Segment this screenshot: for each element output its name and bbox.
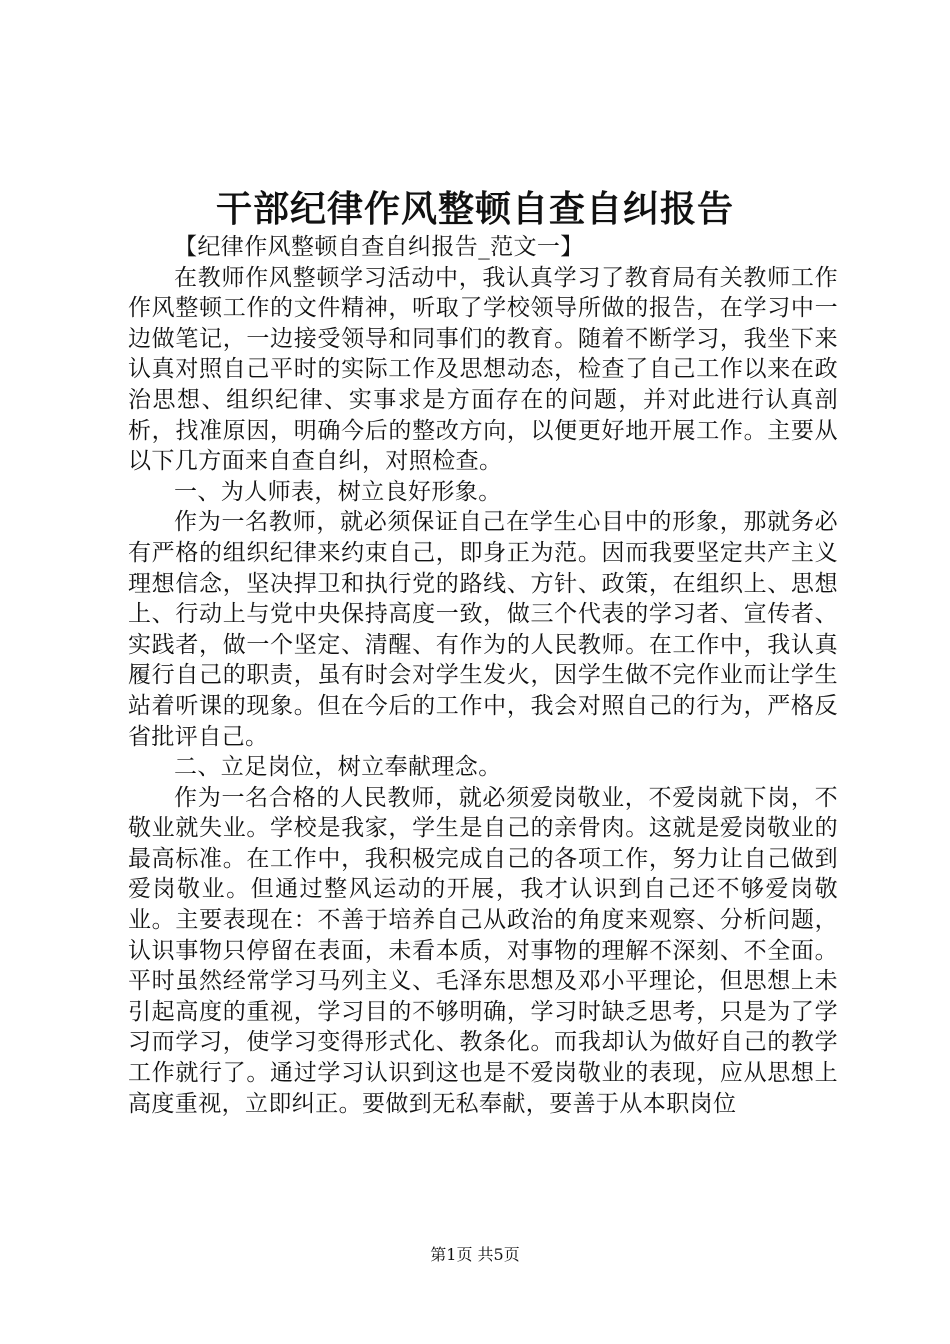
document-title: 干部纪律作风整顿自查自纠报告 — [215, 188, 734, 230]
page-footer: 第1页 共5页 — [430, 1245, 520, 1264]
paragraph-section-1: 作为一名教师，就必须保证自己在学生心目中的形象，那就务必有严格的组织纪律来约束自己，即身正为范。因而我要坚定共产主义理想信念，坚决捍卫和执行党的路线、方针、政策，在组织上、思想上、行动上与党中央保持高度一致，做三个代表的学习者、宣传者、实践者，做一个坚定、清醒、有作为的人民教师。在工作中，我认真履行自己的职责，虽有时会对学生发火，因学生做不完作业而让学生站着听课的现象。但在今后的工作中，我会对照自己的行为，严格反省批评自己。 — [128, 509, 838, 750]
section-heading-2: 二、立足岗位，树立奉献理念。 — [174, 754, 502, 781]
paragraph-subtitle: 【纪律作风整顿自查自纠报告_范文一】 — [174, 234, 584, 260]
paragraph-intro: 在教师作风整顿学习活动中，我认真学习了教育局有关教师工作作风整顿工作的文件精神，听取了学校领导所做的报告，在学习中一边做笔记，一边接受领导和同事们的教育。随着不断学习，我坐下来认真对照自己平时的实际工作及思想动态，检查了自己工作以来在政治思想、组织纪律、实事求是方面存在的问题，并对此进行认真剖析，找准原因，明确今后的整改方向，以便更好地开展工作。主要从以下几方面来自查自纠，对照检查。 — [128, 264, 838, 475]
section-heading-1: 一、为人师表，树立良好形象。 — [174, 478, 502, 505]
paragraph-section-2: 作为一名合格的人民教师，就必须爱岗敬业，不爱岗就下岗，不敬业就失业。学校是我家，学生是自己的亲骨肉。这就是爱岗敬业的最高标准。在工作中，我积极完成自己的各项工作，努力让自己做到爱岗敬业。但通过整风运动的开展，我才认识到自己还不够爱岗敬业。主要表现在：不善于培养自己从政治的角度来观察、分析问题，认识事物只停留在表面，未看本质，对事物的理解不深刻、不全面。平时虽然经常学习马列主义、毛泽东思想及邓小平理论，但思想上未引起高度的重视，学习目的不够明确，学习时缺乏思考，只是为了学习而学习，使学习变得形式化、教条化。而我却认为做好自己的教学工作就行了。通过学习认识到这也是不爱岗敬业的表现，应从思想上高度重视，立即纠正。要做到无私奉献，要善于从本职岗位 — [128, 784, 838, 1117]
document-body — [128, 232, 838, 1119]
